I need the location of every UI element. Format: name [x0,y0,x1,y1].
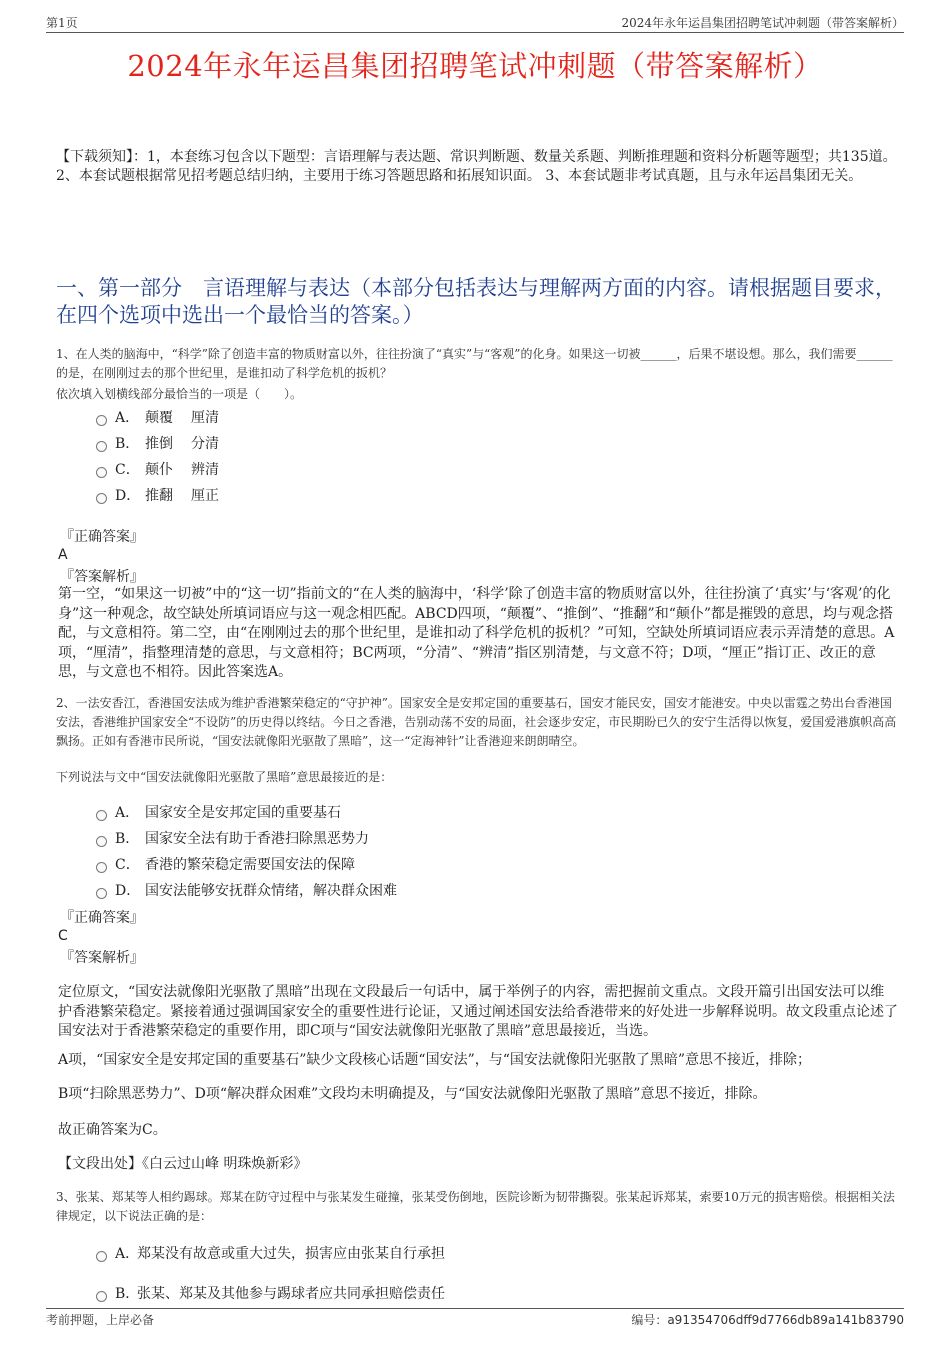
question-1-stem: 1、在人类的脑海中，“科学”除了创造丰富的物质财富以外，往往扮演了“真实”与“客观”的化身。如果这一切被______，后果不堪设想。那么，我们需要______的是，在刚刚过去的那个世纪里，是谁扣动了科学危机的扳机？ [56,347,893,380]
q1-option-a[interactable]: A． 颠覆 厘清 [96,405,219,431]
q2-analysis-p3: B项“扫除黑恶势力”、D项“解决群众困难”文段均未明确提及，与“国安法就像阳光驱散了黑暗”意思不接近，排除。 [58,1086,767,1102]
radio-button-icon[interactable] [96,888,107,899]
header-doc-title: 2024年永年运昌集团招聘笔试冲刺题（带答案解析） [621,16,904,30]
q1-option-d[interactable]: D． 推翻 厘正 [96,483,219,509]
question-2-stem: 2、一法安香江，香港国安法成为维护香港繁荣稳定的“守护神”。国家安全是安邦定国的重要基石，国安才能民安，国安才能港安。中央以雷霆之势出台香港国安法，香港维护国家安全“不设防”的历史得以终结。今日之香港，告别动荡不安的局面，社会逐步安定，市民期盼已久的安宁生活得以恢复，爱国爱港旗帜高高飘扬。正如有香港市民所说，“国安法就像阳光驱散了黑暗”，这一“定海神针”让香港迎来朗朗晴空。 [56,696,897,748]
question-1-options [96,405,219,509]
q2-analysis-label: 『答案解析』 [60,950,144,966]
question-2-prompt: 下列说法与文中“国安法就像阳光驱散了黑暗”意思最接近的是： [56,770,393,784]
q2-option-d[interactable]: D． 国安法能够安抚群众情绪，解决群众困难 [96,878,397,904]
q1-answer: A [58,547,68,563]
q1-analysis-label: 『答案解析』 [60,569,144,585]
header-divider [46,32,904,33]
download-notice: 【下载须知】：1，本套练习包含以下题型：言语理解与表达题、常识判断题、数量关系题、判断推理题和资料分析题等题型；共135道。 2、本套试题根据常见招考题总结归纳，主要用于练习答题思路和拓展知识面。 3、本套试题非考试真题，且与永年运昌集团无关。 [56,149,897,184]
page-number: 第1页 [46,16,78,30]
radio-button-icon[interactable] [96,1291,107,1302]
q3-option-b[interactable]: B．张某、郑某及其他参与踢球者应共同承担赔偿责任 [96,1281,445,1307]
q2-source: 【文段出处】《白云过山峰 明珠焕新彩》 [58,1156,308,1172]
q1-option-b[interactable]: B． 推倒 分清 [96,431,219,457]
radio-button-icon[interactable] [96,1251,107,1262]
footer-divider [46,1308,904,1309]
radio-button-icon[interactable] [96,862,107,873]
q3-option-a[interactable]: A．郑某没有故意或重大过失，损害应由张某自行承担 [96,1241,445,1281]
radio-button-icon[interactable] [96,836,107,847]
q2-answer: C [58,928,68,944]
q1-analysis: 第一空，“如果这一切被”中的“这一切”指前文的“在人类的脑海中，‘科学’除了创造丰富的物质财富以外，往往扮演了‘真实’与‘客观’的化身”这一种观念，故空缺处所填词语应与这一观念相匹配。ABCD四项，“颠覆”、“推倒”、“推翻”和“颠仆”都是摧毁的意思，均与观念搭配，与文意相符。第二空，由“在刚刚过去的那个世纪里，是谁扣动了科学危机的扳机？”可知，空缺处所填词语应表示弄清楚的意思。A项，“厘清”，指整理清楚的意思，与文意相符；BC两项，“分清”、“辨清”指区别清楚，与文意不符；D项，“厘正”指订正、改正的意思，与文意也不相符。因此答案选A。 [58,586,895,680]
q1-correct-answer-label: 『正确答案』 [60,529,144,545]
radio-button-icon[interactable] [96,467,107,478]
document-title: 2024年永年运昌集团招聘笔试冲刺题（带答案解析） [127,49,823,83]
page-footer [46,1311,904,1328]
q2-analysis-p2: A项，“国家安全是安邦定国的重要基石”缺少文段核心话题“国安法”，与“国安法就像阳光驱散了黑暗”意思不接近，排除； [58,1052,812,1068]
q2-correct-answer-label: 『正确答案』 [60,910,144,926]
q2-option-b[interactable]: B． 国家安全法有助于香港扫除黑恶势力 [96,826,397,852]
q2-analysis-p4: 故正确答案为C。 [58,1122,167,1138]
question-1-prompt: 依次填入划横线部分最恰当的一项是（ ）。 [56,387,303,401]
question-3-options [96,1241,445,1307]
q2-analysis-p1: 定位原文，“国安法就像阳光驱散了黑暗”出现在文段最后一句话中，属于举例子的内容，需把握前文重点。文段开篇引出国安法可以维护香港繁荣稳定。紧接着通过强调国家安全的重要性进行论证，又通过阐述国安法给香港带来的好处进一步解释说明。故文段重点论述了国安法对于香港繁荣稳定的重要作用，即C项与“国安法就像阳光驱散了黑暗”意思最接近，当选。 [58,984,898,1039]
document-code [631,1311,904,1328]
radio-button-icon[interactable] [96,493,107,504]
footer-slogan: 考前押题，上岸必备 [46,1313,155,1327]
radio-button-icon[interactable] [96,441,107,452]
question-3-stem: 3、张某、郑某等人相约踢球。郑某在防守过程中与张某发生碰撞，张某受伤倒地，医院诊断为韧带撕裂。张某起诉郑某，索要10万元的损害赔偿。根据相关法律规定，以下说法正确的是： [56,1190,895,1223]
radio-button-icon[interactable] [96,810,107,821]
q2-option-a[interactable]: A． 国家安全是安邦定国的重要基石 [96,800,397,826]
q2-option-c[interactable]: C． 香港的繁荣稳定需要国安法的保障 [96,852,397,878]
document-code-label: 编号： [631,1313,668,1327]
document-code-value: a91354706dff9d7766db89a141b83790 [667,1313,904,1327]
radio-button-icon[interactable] [96,415,107,426]
page-header [46,14,904,32]
question-2-options [96,800,397,904]
q1-option-c[interactable]: C． 颠仆 辨清 [96,457,219,483]
section-title: 一、第一部分 言语理解与表达（本部分包括表达与理解两方面的内容。请根据题目要求，在四个选项中选出一个最恰当的答案。） [56,276,896,327]
